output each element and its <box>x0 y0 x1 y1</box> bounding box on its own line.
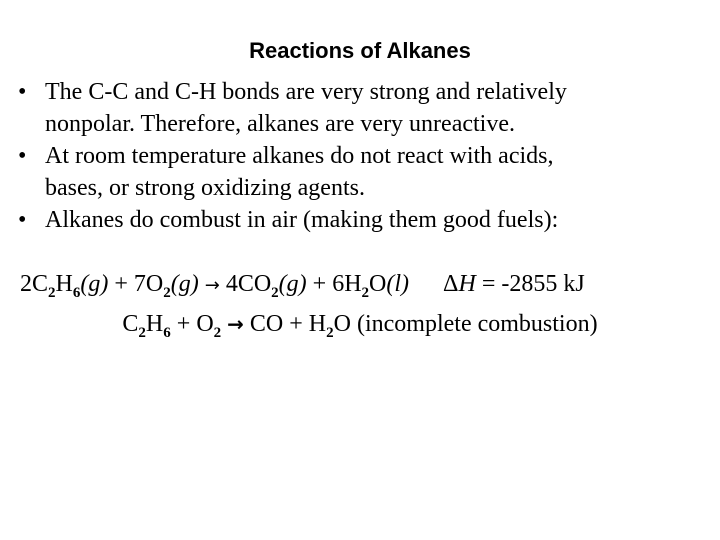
reaction-arrow-icon: → <box>227 312 244 336</box>
slide-title: Reactions of Alkanes <box>249 38 471 63</box>
eq-term: O <box>196 311 214 337</box>
bullet-dot-icon: • <box>18 79 27 105</box>
eq-subscript: 2 <box>326 325 334 341</box>
eq-subscript: 2 <box>361 285 370 301</box>
bullet-list <box>0 76 720 236</box>
eq-term: H <box>145 311 164 337</box>
delta-symbol: Δ <box>443 271 459 297</box>
bullet-item-bond-strength <box>0 76 720 140</box>
eq-term: 6H <box>332 271 362 297</box>
bullet-dot-icon: • <box>18 207 27 233</box>
bullet-line: bases, or strong oxidizing agents. <box>45 175 365 201</box>
eq-subscript: 2 <box>271 285 279 301</box>
eq-state: (l) <box>386 271 410 297</box>
eq-subscript: 6 <box>72 285 81 301</box>
eq-subscript: 2 <box>213 325 222 341</box>
bullet-item-combustion <box>0 204 720 236</box>
eq-term: O <box>369 271 387 297</box>
enthalpy-variable: H <box>458 271 476 297</box>
eq-term: H <box>55 271 73 297</box>
enthalpy-value: = -2855 kJ <box>475 271 585 297</box>
eq-plus: + <box>108 271 134 297</box>
bullet-line: At room temperature alkanes do not react with acids, <box>45 143 554 169</box>
eq-subscript: 2 <box>48 285 56 301</box>
bullet-line: The C-C and C-H bonds are very strong and relatively <box>45 79 567 105</box>
eq-subscript: 6 <box>163 325 171 341</box>
eq-state: (g) <box>278 271 307 297</box>
bullet-line: nonpolar. Therefore, alkanes are very unreactive. <box>45 111 515 137</box>
eq-term: C <box>122 311 139 337</box>
reaction-arrow-icon: → <box>204 275 220 296</box>
eq-state: (g) <box>80 271 109 297</box>
eq-term: CO + H <box>243 311 327 337</box>
eq-term: O (incomplete combustion) <box>333 311 598 337</box>
eq-term: 7O <box>133 271 164 297</box>
eq-term: 2C <box>20 271 49 297</box>
eq-plus: + <box>306 271 333 297</box>
bullet-dot-icon: • <box>18 143 27 169</box>
complete-combustion-equation <box>20 268 720 302</box>
eq-plus: + <box>170 311 197 337</box>
incomplete-combustion-equation <box>0 308 720 340</box>
eq-subscript: 2 <box>138 325 146 341</box>
bullet-item-room-temperature <box>0 140 720 204</box>
eq-state: (g) <box>170 271 199 297</box>
eq-term: 4CO <box>225 271 272 297</box>
eq-subscript: 2 <box>163 285 171 301</box>
bullet-line: Alkanes do combust in air (making them good fuels): <box>45 207 559 233</box>
